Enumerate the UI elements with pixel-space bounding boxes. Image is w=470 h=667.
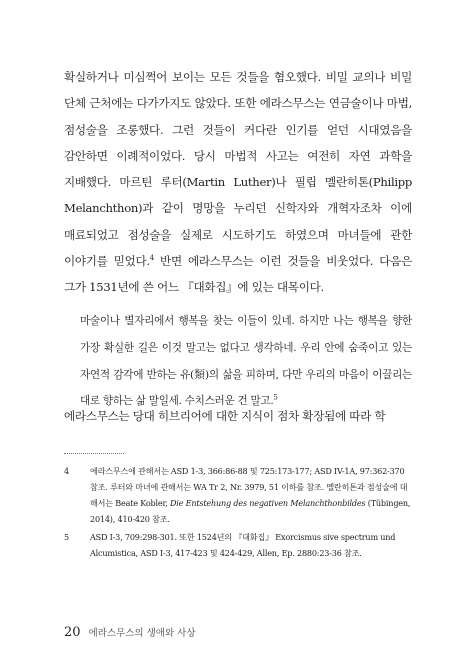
footnote-text: ASD I-3, 709:298-301. 또한 1524년의 『대화집』 Exorcismus sive spectrum und Alcumistica, ASD I-3, 417-423 및 424-429, Allen, Ep. 2880:23-36 참조. <box>90 532 396 558</box>
page-footer <box>64 625 196 640</box>
main-paragraph <box>64 64 412 301</box>
quote-text: 마술이나 별자리에서 행복을 찾는 이들이 있네. 하지만 나는 행복을 향한 가장 확실한 길은 이것 말고는 없다고 생각하네. 우리 안에 숨죽이고 있는 자연적 감각에 반하는 유(類)의 삶을 피하며, 다만 우리의 마음이 이끌리는 대로 향하는 삶 말일세. 수치스러운 건 말고. <box>80 315 412 408</box>
block-quote <box>80 308 412 415</box>
main-paragraph-text-continued: 반면 에라스무스는 이런 것들을 비웃었다. 다음은 그가 1531년에 쓴 어느 『대화집』에 있는 대목이다. <box>64 254 412 295</box>
footnote-divider <box>64 453 124 454</box>
footnote-5 <box>64 529 412 561</box>
footnote-text-part: 에라스무스에 관해서는 ASD 1-3, 366:86-88 및 725:173-177; ASD IV-1A, 97:362-370 참조. 루터와 마녀에 관해서는 WA Tr 2, Nr. 3979, 51 이하를 참조. 멜란히톤과 점성술에 대해서는 Beate Kobler, <box>90 466 408 508</box>
quote-paragraph <box>80 308 412 415</box>
main-text-block <box>64 64 412 301</box>
footnote-4 <box>64 463 412 527</box>
continuation-paragraph: 에라스무스는 당대 히브리어에 대한 지식이 점차 확장됨에 따라 학 <box>64 409 386 423</box>
footnote-number: 4 <box>64 466 69 476</box>
main-paragraph-text: 확실하거나 미심쩍어 보이는 모든 것들을 혐오했다. 비밀 교의나 비밀 단체 근처에는 다가가지도 않았다. 또한 에라스무스는 연금술이나 마법, 점성술을 조롱했다. 그런 것들이 커다란 인기를 얻던 시대였음을 감안하면 이례적이었다. 당시 마법적 사고는 여전히 자연 과학을 지배했다. 마르틴 루터(Martin Luther)나 필립 멜란히톤(Philipp Melanchthon)과 같이 명망을 누리던 신학자와 개혁자조차 이에 매료되었고 점성술을 실제로 시도하기도 하였으며 마녀들에 관한 이야기를 믿었다. <box>64 70 412 269</box>
footnotes-section <box>64 463 412 563</box>
footnote-reference-4: 4 <box>149 254 154 263</box>
footnote-text <box>90 463 412 527</box>
footnote-reference-5: 5 <box>273 393 278 402</box>
running-title: 에라스무스의 생애와 사상 <box>88 628 196 639</box>
footnote-number: 5 <box>64 532 69 542</box>
footnote-text-part: (Tübingen, 2014), 410-420 참조. <box>90 498 411 524</box>
footnote-book-title: Die Entstehung des negativen Melanchthonbildes <box>170 498 366 508</box>
page-number: 20 <box>64 625 81 640</box>
